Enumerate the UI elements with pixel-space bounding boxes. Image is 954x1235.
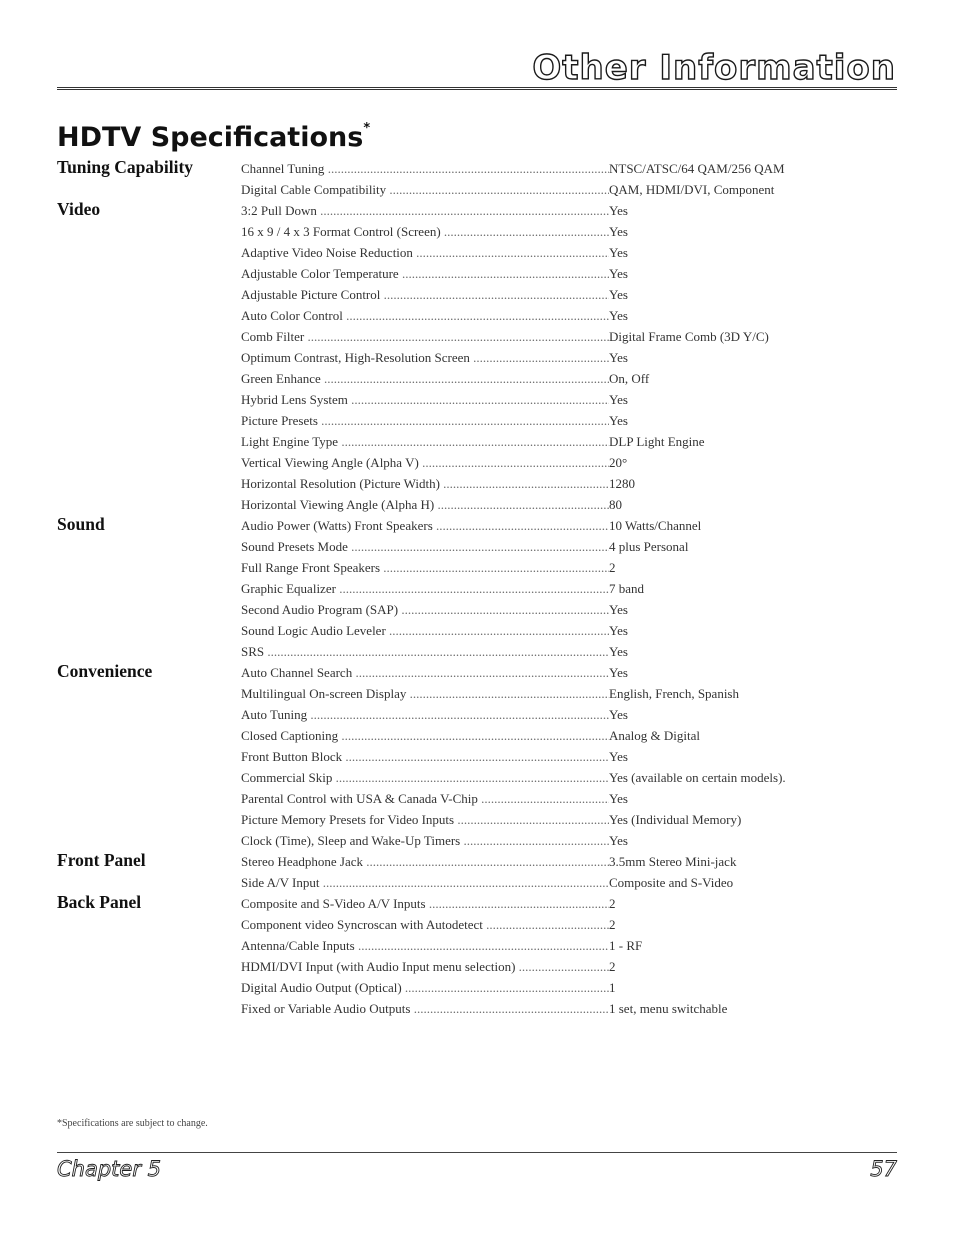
- footnote: *Specifications are subject to change.: [57, 1118, 208, 1129]
- spec-name: Second Audio Program (SAP) .....: [241, 602, 609, 618]
- spec-name: Adjustable Color Temperature .....: [241, 266, 609, 282]
- section-label: Back Panel: [57, 892, 142, 912]
- spec-name: Digital Audio Output (Optical) .....: [241, 980, 609, 996]
- spec-value: 1: [609, 980, 616, 995]
- spec-row: [57, 494, 817, 515]
- spec-value: Digital Frame Comb (3D Y/C): [609, 329, 769, 344]
- page-title: [57, 113, 370, 158]
- spec-value: 2: [609, 917, 616, 932]
- spec-name: Composite and S-Video A/V Inputs .....: [241, 896, 609, 912]
- spec-row: [57, 473, 817, 494]
- spec-row: [57, 599, 817, 620]
- spec-row: [57, 914, 817, 935]
- spec-row: [57, 515, 817, 536]
- spec-name: Parental Control with USA & Canada V-Chip .....: [241, 791, 609, 807]
- section-label: Video: [57, 199, 101, 219]
- spec-value: On, Off: [609, 371, 650, 386]
- spec-name: HDMI/DVI Input (with Audio Input menu selection) .....: [241, 959, 609, 975]
- page-title-text: HDTV Specifications: [57, 122, 364, 153]
- section-label: Front Panel: [57, 850, 146, 870]
- spec-value: Yes: [609, 245, 628, 260]
- spec-row: [57, 830, 817, 851]
- spec-name: Sound Presets Mode .....: [241, 539, 609, 555]
- page-number: 57: [870, 1157, 897, 1181]
- spec-row: [57, 662, 817, 683]
- spec-value: 10 Watts/Channel: [609, 518, 702, 533]
- spec-name: Component video Syncroscan with Autodetect .....: [241, 917, 609, 933]
- spec-value: Yes: [609, 287, 628, 302]
- spec-name: Audio Power (Watts) Front Speakers .....: [241, 518, 609, 534]
- spec-row: [57, 221, 817, 242]
- spec-value: Yes: [609, 350, 628, 365]
- spec-row: [57, 368, 817, 389]
- header-rule: [57, 87, 897, 90]
- spec-row: [57, 872, 817, 893]
- spec-row: [57, 641, 817, 662]
- spec-row: [57, 536, 817, 557]
- spec-name: Horizontal Resolution (Picture Width) .....: [241, 476, 609, 492]
- spec-row: [57, 200, 817, 221]
- spec-row: [57, 767, 817, 788]
- spec-name: Digital Cable Compatibility .....: [241, 182, 609, 198]
- spec-name: Green Enhance .....: [241, 371, 609, 387]
- spec-name: SRS .....: [241, 644, 609, 660]
- spec-name: Closed Captioning .....: [241, 728, 609, 744]
- section-header-title: Other Information: [532, 48, 896, 88]
- spec-name: Auto Channel Search .....: [241, 665, 609, 681]
- spec-name: Antenna/Cable Inputs .....: [241, 938, 609, 954]
- spec-value: 2: [609, 896, 616, 911]
- spec-name: Vertical Viewing Angle (Alpha V) .....: [241, 455, 609, 471]
- spec-name: Multilingual On-screen Display .....: [241, 686, 609, 702]
- spec-row: [57, 242, 817, 263]
- spec-value: Yes: [609, 413, 628, 428]
- footer-chapter: Chapter 5: [57, 1157, 161, 1181]
- spec-row: [57, 389, 817, 410]
- spec-value: 1 - RF: [609, 938, 643, 953]
- spec-name: Stereo Headphone Jack .....: [241, 854, 609, 870]
- spec-row: [57, 683, 817, 704]
- spec-value: Yes: [609, 266, 628, 281]
- spec-name: Graphic Equalizer .....: [241, 581, 609, 597]
- spec-value: 3.5mm Stereo Mini-jack: [609, 854, 737, 869]
- spec-value: Yes: [609, 392, 628, 407]
- spec-value: English, French, Spanish: [609, 686, 739, 701]
- spec-value: Yes: [609, 749, 628, 764]
- spec-value: 7 band: [609, 581, 645, 596]
- spec-row: [57, 347, 817, 368]
- section-label: Tuning Capability: [57, 157, 194, 177]
- spec-row: [57, 452, 817, 473]
- spec-value: 1 set, menu switchable: [609, 1001, 728, 1016]
- spec-value: Yes: [609, 791, 628, 806]
- spec-row: [57, 557, 817, 578]
- section-label: Convenience: [57, 661, 153, 681]
- spec-value: Yes: [609, 224, 628, 239]
- spec-row: [57, 410, 817, 431]
- spec-row: [57, 620, 817, 641]
- spec-value: Yes: [609, 665, 628, 680]
- spec-table: [57, 158, 817, 1019]
- spec-row: [57, 788, 817, 809]
- spec-value: Analog & Digital: [609, 728, 700, 743]
- spec-value: 2: [609, 959, 616, 974]
- spec-value: Yes (available on certain models).: [609, 770, 786, 785]
- spec-row: [57, 809, 817, 830]
- spec-value: DLP Light Engine: [609, 434, 705, 449]
- spec-value: Yes: [609, 308, 628, 323]
- spec-row: [57, 893, 817, 914]
- spec-row: [57, 725, 817, 746]
- spec-row: [57, 326, 817, 347]
- spec-row: [57, 956, 817, 977]
- spec-value: NTSC/ATSC/64 QAM/256 QAM: [609, 161, 785, 176]
- spec-name: Fixed or Variable Audio Outputs .....: [241, 1001, 609, 1017]
- spec-value: 80: [609, 497, 622, 512]
- spec-value: Yes (Individual Memory): [609, 812, 742, 827]
- spec-row: [57, 851, 817, 872]
- spec-name: Comb Filter .....: [241, 329, 609, 345]
- spec-row: [57, 158, 817, 179]
- spec-name: Picture Memory Presets for Video Inputs .....: [241, 812, 609, 828]
- spec-value: 20°: [609, 455, 628, 470]
- spec-name: 3:2 Pull Down .....: [241, 203, 609, 219]
- spec-name: Horizontal Viewing Angle (Alpha H) .....: [241, 497, 609, 513]
- spec-name: Front Button Block .....: [241, 749, 609, 765]
- spec-row: [57, 998, 817, 1019]
- footer-rule: [57, 1152, 897, 1153]
- spec-name: Hybrid Lens System .....: [241, 392, 609, 408]
- spec-value: 1280: [609, 476, 635, 491]
- spec-value: QAM, HDMI/DVI, Component: [609, 182, 775, 197]
- spec-name: Light Engine Type .....: [241, 434, 609, 450]
- spec-name: Auto Color Control .....: [241, 308, 609, 324]
- spec-name: Clock (Time), Sleep and Wake-Up Timers .....: [241, 833, 609, 849]
- spec-row: [57, 263, 817, 284]
- spec-name: Channel Tuning .....: [241, 161, 609, 177]
- spec-value: 4 plus Personal: [609, 539, 689, 554]
- spec-name: Commercial Skip .....: [241, 770, 609, 786]
- spec-value: Yes: [609, 644, 628, 659]
- section-label: Sound: [57, 514, 105, 534]
- spec-name: Optimum Contrast, High-Resolution Screen .....: [241, 350, 609, 366]
- spec-row: [57, 284, 817, 305]
- spec-name: Sound Logic Audio Leveler .....: [241, 623, 609, 639]
- page-title-footnote-marker: *: [363, 121, 371, 136]
- spec-row: [57, 746, 817, 767]
- spec-name: 16 x 9 / 4 x 3 Format Control (Screen) .....: [241, 224, 609, 240]
- spec-name: Full Range Front Speakers .....: [241, 560, 609, 576]
- spec-value: Yes: [609, 707, 628, 722]
- spec-value: Yes: [609, 203, 628, 218]
- spec-name: Picture Presets .....: [241, 413, 609, 429]
- spec-name: Side A/V Input .....: [241, 875, 609, 891]
- spec-row: [57, 179, 817, 200]
- spec-name: Adjustable Picture Control .....: [241, 287, 609, 303]
- spec-name: Auto Tuning .....: [241, 707, 609, 723]
- spec-value: Yes: [609, 623, 628, 638]
- spec-value: 2: [609, 560, 616, 575]
- spec-name: Adaptive Video Noise Reduction .....: [241, 245, 609, 261]
- spec-row: [57, 977, 817, 998]
- spec-value: Composite and S-Video: [609, 875, 734, 890]
- spec-row: [57, 935, 817, 956]
- spec-row: [57, 431, 817, 452]
- spec-row: [57, 704, 817, 725]
- spec-value: Yes: [609, 602, 628, 617]
- spec-row: [57, 578, 817, 599]
- spec-row: [57, 305, 817, 326]
- spec-value: Yes: [609, 833, 628, 848]
